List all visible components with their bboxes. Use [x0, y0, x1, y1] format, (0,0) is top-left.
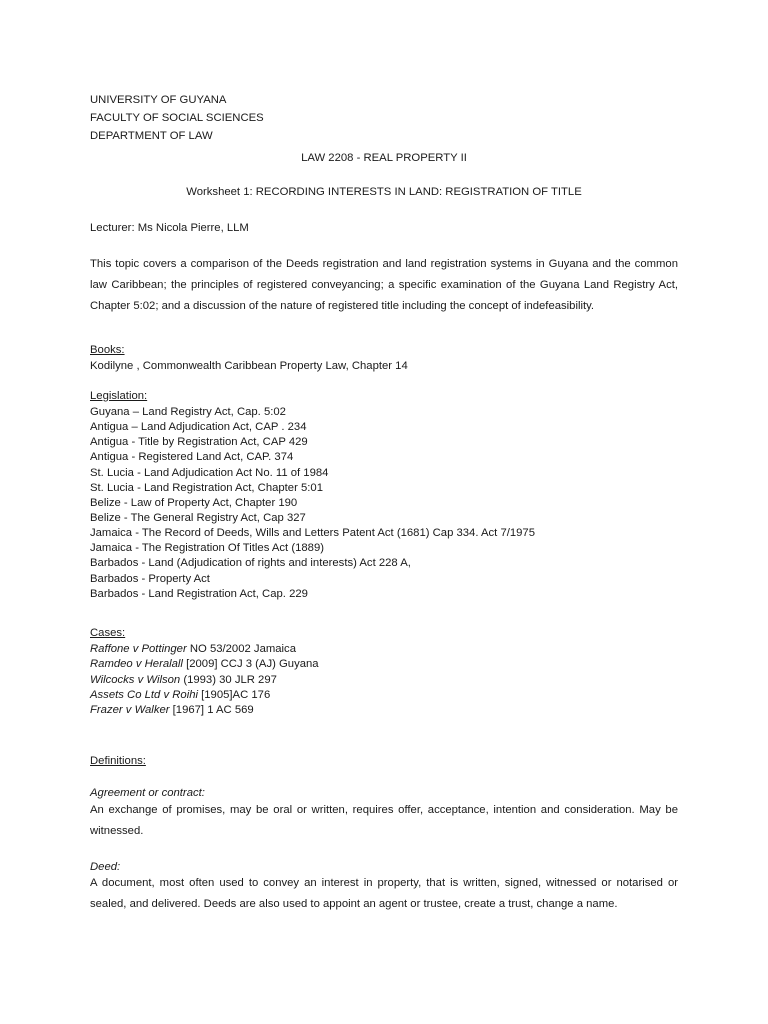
- legislation-item: Barbados - Property Act: [90, 572, 210, 585]
- cases-list: [90, 642, 319, 718]
- legislation-list: [90, 405, 535, 602]
- legislation-item: St. Lucia - Land Adjudication Act No. 11 of 1984: [90, 466, 329, 479]
- books-heading: Books:: [90, 344, 125, 356]
- legislation-item: St. Lucia - Land Registration Act, Chapter 5:01: [90, 481, 323, 494]
- legislation-item: Barbados - Land (Adjudication of rights and interests) Act 228 A,: [90, 557, 411, 570]
- case-name: Ramdeo v Heralall: [90, 658, 183, 671]
- case-citation: NO 53/2002 Jamaica: [186, 643, 296, 655]
- legislation-item: Guyana – Land Registry Act, Cap. 5:02: [90, 406, 286, 418]
- worksheet-title: Worksheet 1: RECORDING INTERESTS IN LAND: REGISTRATION OF TITLE: [186, 186, 582, 198]
- case-name: Raffone v Pottinger: [90, 643, 187, 655]
- legislation-item: Jamaica - The Registration Of Titles Act (1889): [90, 542, 324, 555]
- legislation-item: Antigua - Title by Registration Act, CAP 429: [90, 436, 308, 449]
- legislation-item: Antigua - Registered Land Act, CAP. 374: [90, 451, 294, 464]
- case-citation: [1905]AC 176: [198, 688, 271, 701]
- legislation-item: Belize - Law of Property Act, Chapter 190: [90, 496, 298, 509]
- case-item: [90, 673, 319, 688]
- legislation-item: Belize - The General Registry Act, Cap 327: [90, 511, 306, 524]
- case-citation: (1993) 30 JLR 297: [180, 673, 277, 686]
- definition-term-agreement: Agreement or contract:: [90, 787, 205, 799]
- course-title: LAW 2208 - REAL PROPERTY II: [301, 152, 467, 164]
- case-item: [90, 703, 319, 718]
- book-item: Kodilyne , Commonwealth Caribbean Property Law, Chapter 14: [90, 360, 408, 372]
- definition-term-deed: Deed:: [90, 861, 121, 873]
- case-name: Frazer v Walker: [90, 704, 170, 717]
- case-citation: [1967] 1 AC 569: [169, 704, 254, 717]
- case-citation: [2009] CCJ 3 (AJ) Guyana: [182, 658, 319, 671]
- case-item: [90, 657, 319, 672]
- intro-paragraph: This topic covers a comparison of the Deeds registration and land registration systems in Guyana and the common law Caribbean; the principles of registered conveyancing; a specific examination of the Guyana Land Registry Act, Chapter 5:02; and a discussion of the nature of registered title including the concept of indefeasibility.: [90, 258, 678, 312]
- legislation-item: Antigua – Land Adjudication Act, CAP . 234: [90, 421, 307, 434]
- cases-heading: Cases:: [90, 627, 126, 639]
- lecturer-line: Lecturer: Ms Nicola Pierre, LLM: [90, 222, 249, 234]
- definition-text-agreement: An exchange of promises, may be oral or written, requires offer, acceptance, intention and consideration. May be witnessed.: [90, 804, 678, 837]
- case-name: Wilcocks v Wilson: [90, 673, 181, 686]
- legislation-item: Barbados - Land Registration Act, Cap. 229: [90, 587, 308, 600]
- university-name: UNIVERSITY OF GUYANA: [90, 94, 227, 106]
- definition-text-deed: A document, most often used to convey an interest in property, that is written, signed, witnessed or notarised or sealed, and delivered. Deeds are also used to appoint an agent or trustee, create a trust, change a name.: [90, 877, 678, 910]
- case-name: Assets Co Ltd v Roihi: [90, 688, 198, 701]
- definitions-heading: Definitions:: [90, 755, 146, 767]
- legislation-item: Jamaica - The Record of Deeds, Wills and Letters Patent Act (1681) Cap 334. Act 7/1975: [90, 527, 536, 540]
- department-name: DEPARTMENT OF LAW: [90, 130, 213, 142]
- faculty-name: FACULTY OF SOCIAL SCIENCES: [90, 112, 264, 124]
- legislation-heading: Legislation:: [90, 390, 148, 402]
- case-item: [90, 688, 319, 703]
- case-item: [90, 642, 319, 657]
